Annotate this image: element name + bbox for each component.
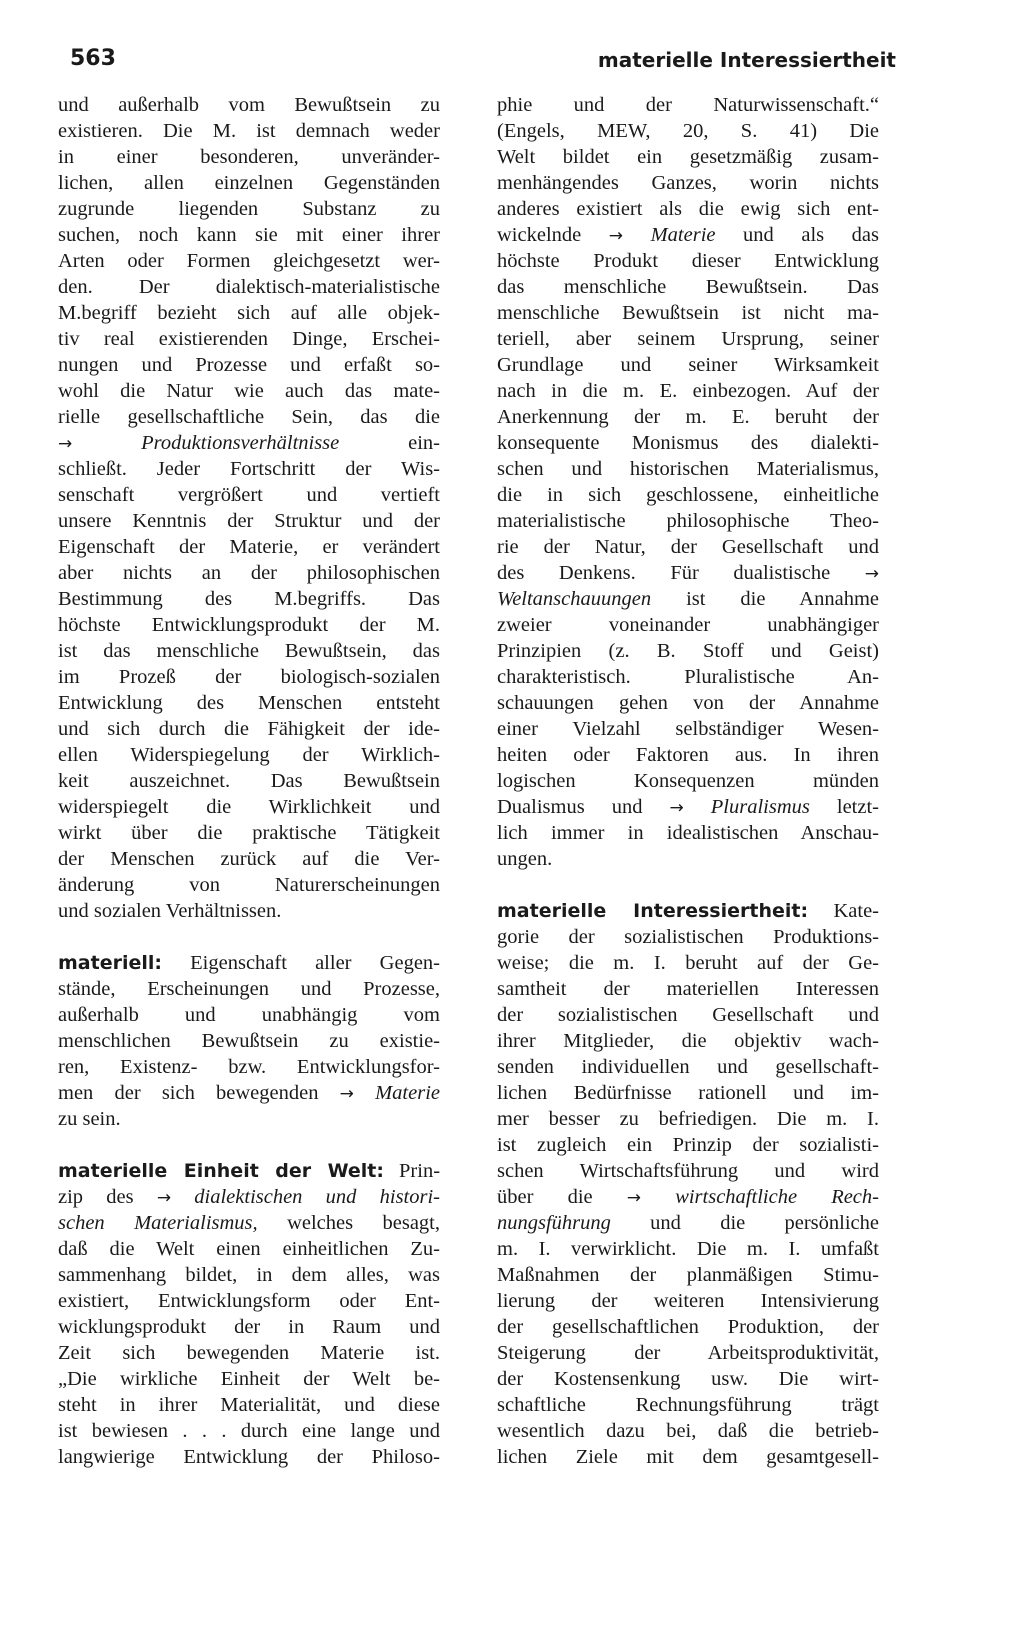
- cross-reference-arrow-icon: →: [669, 798, 684, 818]
- text-fragment: und als das: [743, 224, 879, 246]
- text-line: zugrunde liegenden Substanz zu: [58, 198, 440, 220]
- text-fragment: des Denkens. Für dualistische: [497, 562, 831, 584]
- text-line: heiten oder Faktoren aus. In ihren: [497, 744, 879, 766]
- text-line: schen und historischen Materialismus,: [497, 458, 879, 480]
- text-line: tiv real existierenden Dinge, Erschei-: [58, 328, 440, 350]
- text-line: der gesellschaftlichen Produktion, der: [497, 1316, 879, 1338]
- page-header: [0, 0, 1024, 80]
- cross-reference-term: Weltanschauungen: [497, 588, 652, 610]
- text-line: Entwicklung des Menschen entsteht: [58, 692, 440, 714]
- text-line: Maßnahmen der planmäßigen Stimu-: [497, 1264, 879, 1286]
- text-fragment: wickelnde: [497, 224, 582, 246]
- text-line: [58, 430, 440, 456]
- entry-term-materielle-interessiertheit: materielle Interessiertheit:: [497, 900, 809, 922]
- right-column: [497, 92, 879, 1470]
- text-line: lichen, allen einzelnen Gegenständen: [58, 172, 440, 194]
- text-line: daß die Welt einen einheitlichen Zu-: [58, 1238, 440, 1260]
- text-line: höchste Entwicklungsprodukt der M.: [58, 614, 440, 636]
- text-line: ellen Widerspiegelung der Wirklich-: [58, 744, 440, 766]
- entry-term-materielle-einheit: materielle Einheit der Welt:: [58, 1160, 384, 1182]
- cross-reference-term: schen Materialismus,: [58, 1212, 258, 1234]
- entry-spacer: [58, 1132, 440, 1158]
- text-line: rie der Natur, der Gesellschaft und: [497, 536, 879, 558]
- text-line: lichen Bedürfnisse rationell und im-: [497, 1082, 879, 1104]
- text-line: ist bewiesen . . . durch eine lange und: [58, 1420, 440, 1442]
- text-fragment: Kate-: [833, 900, 879, 922]
- text-line: und sozialen Verhältnissen.: [58, 900, 282, 922]
- text-line: schen Wirtschaftsführung und wird: [497, 1160, 879, 1182]
- text-line: lichen Ziele mit dem gesamtgesell-: [497, 1446, 879, 1468]
- cross-reference-arrow-icon: →: [58, 434, 73, 454]
- text-line: wohl die Natur wie auch das mate-: [58, 380, 440, 402]
- cross-reference-term: Pluralismus: [710, 796, 810, 818]
- text-line: [58, 950, 440, 976]
- text-line: menschliche Bewußtsein ist nicht ma-: [497, 302, 879, 324]
- text-line: unsere Kenntnis der Struktur und der: [58, 510, 440, 532]
- text-line: [58, 1184, 440, 1210]
- text-line: Zeit sich bewegenden Materie ist.: [58, 1342, 440, 1364]
- text-line: Welt bildet ein gesetzmäßig zusam-: [497, 146, 879, 168]
- text-line: M.begriff bezieht sich auf alle objek-: [58, 302, 440, 324]
- text-line: materialistische philosophische Theo-: [497, 510, 879, 532]
- cross-reference-term: nungsführung: [497, 1212, 611, 1234]
- page-number: 563: [70, 46, 116, 71]
- text-line: aber nichts an der philosophischen: [58, 562, 440, 584]
- text-line: [58, 1210, 440, 1236]
- text-line: in einer besonderen, unveränder-: [58, 146, 440, 168]
- text-fragment: und die persönliche: [650, 1212, 879, 1234]
- cross-reference-arrow-icon: →: [156, 1188, 172, 1208]
- text-line: Eigenschaft der Materie, er verändert: [58, 536, 440, 558]
- text-fragment: ein-: [408, 432, 440, 454]
- text-line: wirkt über die praktische Tätigkeit: [58, 822, 440, 844]
- text-line: „Die wirkliche Einheit der Welt be-: [58, 1368, 440, 1390]
- cross-reference-term: dialektischen und histori-: [194, 1186, 440, 1208]
- text-line: existiert, Entwicklungsform oder Ent-: [58, 1290, 440, 1312]
- text-line: der sozialistischen Gesellschaft und: [497, 1004, 879, 1026]
- text-line: rielle gesellschaftliche Sein, das die: [58, 406, 440, 428]
- text-fragment: zip des: [58, 1186, 134, 1208]
- text-fragment: Eigenschaft aller Gegen-: [190, 952, 440, 974]
- text-line: Anerkennung der m. E. beruht der: [497, 406, 879, 428]
- text-line: änderung von Naturerscheinungen: [58, 874, 440, 896]
- text-line: [497, 794, 879, 820]
- text-fragment: men der sich bewegenden: [58, 1082, 319, 1104]
- text-line: höchste Produkt dieser Entwicklung: [497, 250, 879, 272]
- text-line: sammenhang bildet, in dem alles, was: [58, 1264, 440, 1286]
- text-line: den. Der dialektisch-materialistische: [58, 276, 440, 298]
- text-line: lich immer in idealistischen Anschau-: [497, 822, 879, 844]
- text-line: im Prozeß der biologisch-sozialen: [58, 666, 440, 688]
- text-line: menschlichen Bewußtsein zu existie-: [58, 1030, 440, 1052]
- text-line: weise; die m. I. beruht auf der Ge-: [497, 952, 879, 974]
- text-fragment: welches besagt,: [287, 1212, 440, 1234]
- cross-reference-term: Materie: [650, 224, 716, 246]
- text-line: und außerhalb vom Bewußtsein zu: [58, 94, 440, 116]
- text-line: m. I. verwirklicht. Die m. I. umfaßt: [497, 1238, 879, 1260]
- text-fragment: Prin-: [399, 1160, 441, 1182]
- cross-reference-arrow-icon: →: [626, 1188, 642, 1208]
- text-line: [58, 1158, 440, 1184]
- text-line: das menschliche Bewußtsein. Das: [497, 276, 879, 298]
- text-line: lierung der weiteren Intensivierung: [497, 1290, 879, 1312]
- text-line: die in sich geschlossene, einheitliche: [497, 484, 879, 506]
- text-line: [497, 898, 879, 924]
- text-line: ist zugleich ein Prinzip der sozialisti-: [497, 1134, 879, 1156]
- text-line: mer besser zu befriedigen. Die m. I.: [497, 1108, 879, 1130]
- text-line: existieren. Die M. ist demnach weder: [58, 120, 440, 142]
- text-line: und sich durch die Fähigkeit der ide-: [58, 718, 440, 740]
- text-line: ihrer Mitglieder, die objektiv wach-: [497, 1030, 879, 1052]
- text-line: [497, 586, 879, 612]
- text-line: Bestimmung des M.begriffs. Das: [58, 588, 440, 610]
- text-fragment: ist die Annahme: [686, 588, 880, 610]
- text-line: Steigerung der Arbeitsproduktivität,: [497, 1342, 879, 1364]
- cross-reference-arrow-icon: →: [339, 1084, 354, 1104]
- text-line: außerhalb und unabhängig vom: [58, 1004, 440, 1026]
- text-line: [58, 1080, 440, 1106]
- cross-reference-term: Produktionsverhältnisse: [141, 432, 340, 454]
- text-line: anderes existiert als die ewig sich ent-: [497, 198, 879, 220]
- text-fragment: über die: [497, 1186, 593, 1208]
- text-line: [497, 560, 879, 586]
- text-line: [497, 222, 879, 248]
- text-line: (Engels, MEW, 20, S. 41) Die: [497, 120, 879, 142]
- text-line: zu sein.: [58, 1108, 121, 1130]
- text-line: schauungen gehen von der Annahme: [497, 692, 879, 714]
- entry-spacer: [497, 872, 879, 898]
- text-line: langwierige Entwicklung der Philoso-: [58, 1446, 440, 1468]
- text-line: logischen Konsequenzen münden: [497, 770, 879, 792]
- text-line: ungen.: [497, 848, 553, 870]
- text-line: nungen und Prozesse und erfaßt so-: [58, 354, 440, 376]
- text-line: [497, 1184, 879, 1210]
- entry-spacer: [58, 924, 440, 950]
- text-line: der Menschen zurück auf die Ver-: [58, 848, 440, 870]
- text-line: wesentlich dazu bei, daß die betrieb-: [497, 1420, 879, 1442]
- left-column: [58, 92, 440, 1470]
- text-line: einer Vielzahl selbständiger Wesen-: [497, 718, 879, 740]
- text-line: ren, Existenz- bzw. Entwicklungsfor-: [58, 1056, 440, 1078]
- text-line: schaftliche Rechnungsführung trägt: [497, 1394, 879, 1416]
- text-line: konsequente Monismus des dialekti-: [497, 432, 879, 454]
- text-line: teriell, aber seinem Ursprung, seiner: [497, 328, 879, 350]
- text-line: stände, Erscheinungen und Prozesse,: [58, 978, 440, 1000]
- text-line: senden individuellen und gesellschaft-: [497, 1056, 879, 1078]
- text-line: zweier voneinander unabhängiger: [497, 614, 879, 636]
- cross-reference-term: wirtschaftliche Rech-: [675, 1186, 879, 1208]
- text-line: [497, 1210, 879, 1236]
- text-line: menhängendes Ganzes, worin nichts: [497, 172, 879, 194]
- text-line: steht in ihrer Materialität, und diese: [58, 1394, 440, 1416]
- running-head: materielle Interessiertheit: [597, 48, 896, 72]
- text-line: samtheit der materiellen Interessen: [497, 978, 879, 1000]
- text-line: schließt. Jeder Fortschritt der Wis-: [58, 458, 440, 480]
- text-fragment: Dualismus und: [497, 796, 643, 818]
- text-line: nach in die m. E. einbezogen. Auf der: [497, 380, 879, 402]
- text-line: wicklungsprodukt der in Raum und: [58, 1316, 440, 1338]
- cross-reference-arrow-icon: →: [608, 226, 624, 246]
- text-fragment: letzt-: [836, 796, 879, 818]
- text-line: suchen, noch kann sie mit einer ihrer: [58, 224, 440, 246]
- text-line: gorie der sozialistischen Produktions-: [497, 926, 879, 948]
- text-line: phie und der Naturwissenschaft.“: [497, 94, 879, 116]
- text-line: der Kostensenkung usw. Die wirt-: [497, 1368, 879, 1390]
- text-line: Prinzipien (z. B. Stoff und Geist): [497, 640, 879, 662]
- text-line: keit auszeichnet. Das Bewußtsein: [58, 770, 440, 792]
- text-line: charakteristisch. Pluralistische An-: [497, 666, 879, 688]
- text-line: senschaft vergrößert und vertieft: [58, 484, 440, 506]
- cross-reference-term: Materie: [375, 1082, 441, 1104]
- text-line: ist das menschliche Bewußtsein, das: [58, 640, 440, 662]
- text-line: Grundlage und seiner Wirksamkeit: [497, 354, 879, 376]
- entry-term-materiell: materiell:: [58, 952, 162, 974]
- text-line: Arten oder Formen gleichgesetzt wer-: [58, 250, 440, 272]
- text-line: widerspiegelt die Wirklichkeit und: [58, 796, 440, 818]
- cross-reference-arrow-icon: →: [864, 564, 879, 584]
